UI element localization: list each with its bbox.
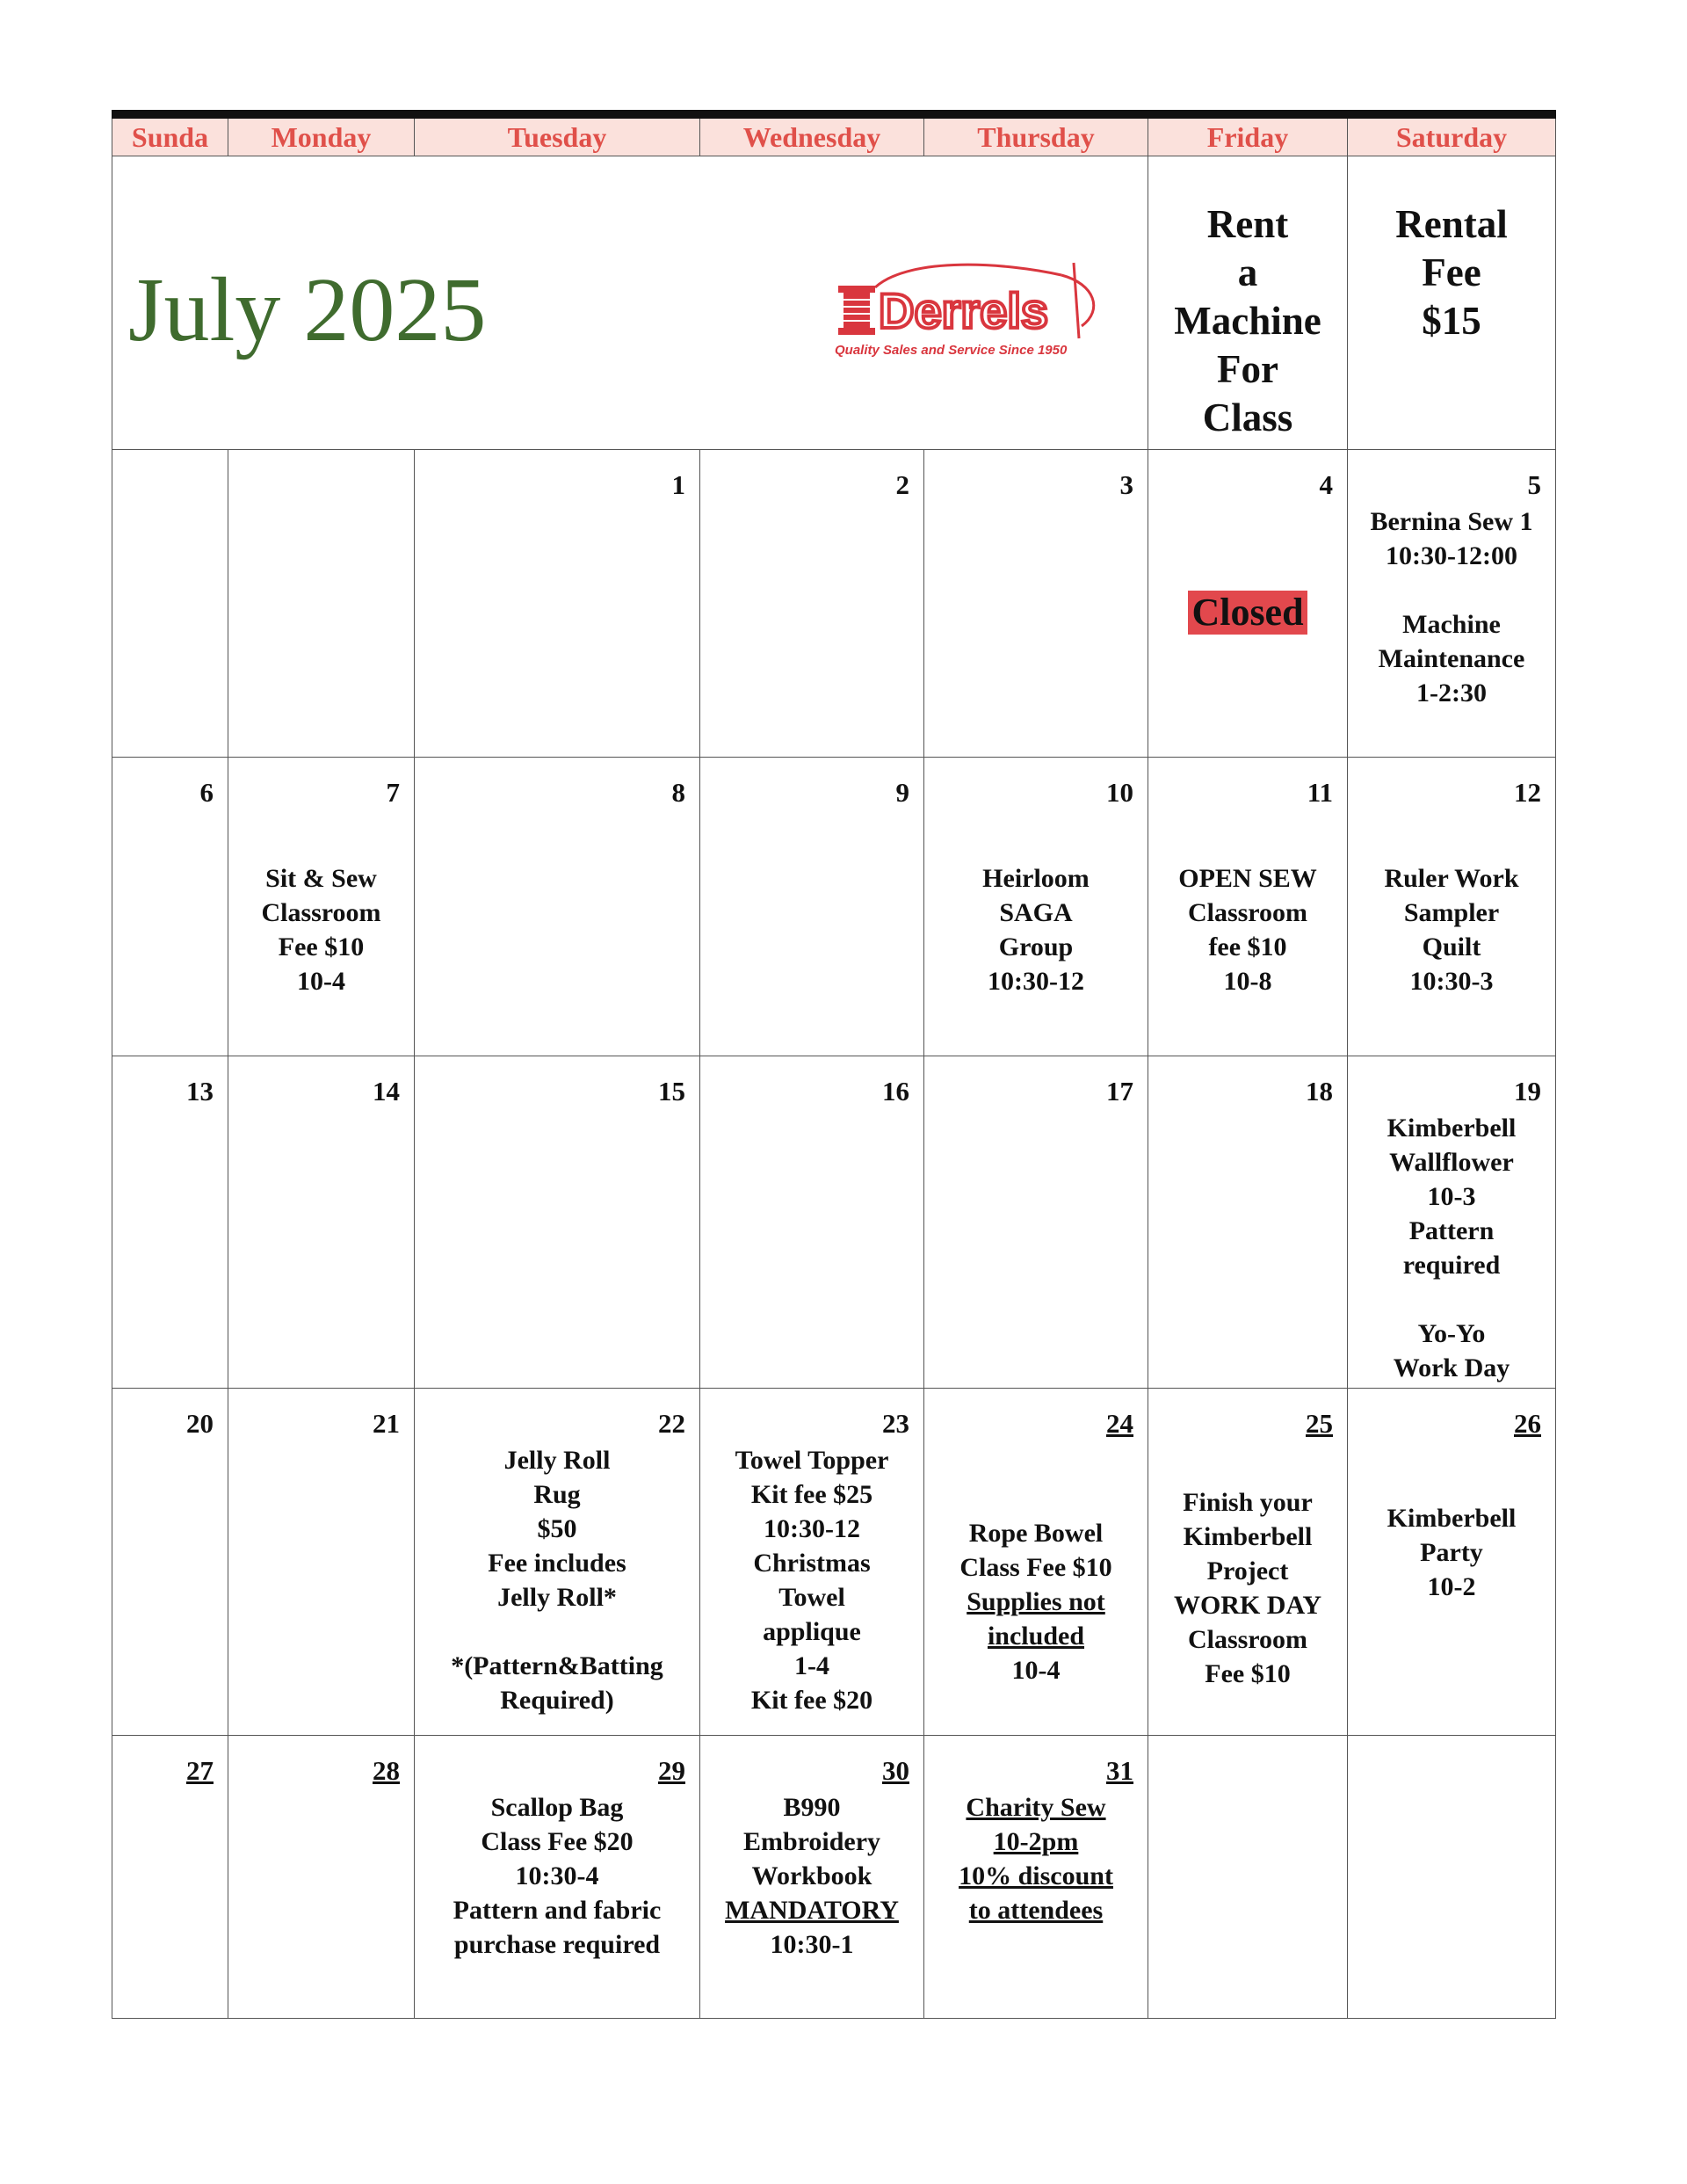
event-line: Christmas — [753, 1549, 871, 1578]
day-number: 27 — [186, 1755, 214, 1786]
day-number: 13 — [186, 1076, 214, 1107]
day-number: 8 — [671, 777, 685, 808]
day-number: 15 — [658, 1076, 685, 1107]
day-cell — [924, 1389, 1148, 1736]
event-line: Yo-Yo — [1417, 1319, 1486, 1348]
day-number: 9 — [895, 777, 909, 808]
day-number: 11 — [1307, 777, 1333, 808]
weekday-header-saturday: Saturday — [1348, 114, 1556, 156]
month-title: July 2025 — [128, 259, 487, 360]
event-line: 10:30-12 — [764, 1514, 860, 1543]
event-line: Wallflower — [1389, 1148, 1514, 1177]
day-number: 20 — [186, 1408, 214, 1439]
day-cell — [415, 1056, 700, 1389]
event-line: required — [1402, 1251, 1501, 1280]
closed-badge-wrap — [1148, 591, 1347, 635]
event-line: Rope Bowel — [968, 1519, 1104, 1548]
event-line: 10-2 — [1427, 1572, 1476, 1601]
event-line: Towel Topper — [735, 1446, 889, 1475]
day-cell — [415, 758, 700, 1056]
event-line: applique — [763, 1617, 861, 1646]
day-cell — [112, 1056, 228, 1389]
event-line: Scallop Bag — [490, 1793, 624, 1822]
day-cell — [1348, 1736, 1556, 2019]
day-cell — [924, 450, 1148, 758]
event-line: included — [987, 1622, 1085, 1651]
event-line: Kimberbell — [1387, 1114, 1517, 1143]
event-line: purchase required — [453, 1930, 661, 1959]
day-cell — [700, 450, 924, 758]
event-text — [1348, 450, 1555, 710]
day-number: 17 — [1106, 1076, 1133, 1107]
event-line: Jelly Roll* — [497, 1583, 617, 1612]
event-line: Work Day — [1393, 1353, 1510, 1382]
event-line: Fee $10 — [1205, 1659, 1291, 1688]
event-line: 1-4 — [794, 1651, 829, 1680]
event-line: Maintenance — [1378, 644, 1525, 673]
day-cell — [415, 1736, 700, 2019]
event-line: Heirloom — [982, 864, 1090, 893]
weekday-header-tuesday: Tuesday — [415, 114, 700, 156]
day-cell — [924, 1736, 1148, 2019]
closed-badge: Closed — [1188, 591, 1307, 635]
day-number: 10 — [1106, 777, 1133, 808]
day-cell — [228, 1736, 415, 2019]
event-line: Ruler Work — [1384, 864, 1519, 893]
event-line: SAGA — [999, 898, 1073, 927]
event-line: 10% discount — [959, 1861, 1113, 1890]
day-cell — [1148, 758, 1348, 1056]
event-text — [415, 1736, 699, 1962]
event-line: Group — [998, 932, 1074, 961]
event-line: Supplies not — [967, 1587, 1105, 1616]
promo-fee-line: Fee — [1422, 250, 1481, 294]
event-line: fee $10 — [1208, 932, 1287, 961]
week-row — [112, 758, 1556, 1056]
day-cell — [1148, 450, 1348, 758]
event-line: Classroom — [1187, 898, 1308, 927]
event-line: Fee $10 — [278, 932, 365, 961]
event-line: 10-4 — [297, 967, 345, 996]
promo-rent-text — [1148, 156, 1347, 442]
event-line: Kit fee $25 — [750, 1480, 873, 1509]
promo-fee-line: Rental — [1395, 202, 1508, 246]
day-cell — [700, 758, 924, 1056]
event-line: Classroom — [1187, 1625, 1308, 1654]
derrels-logo — [831, 258, 1121, 363]
title-row — [112, 156, 1556, 450]
day-number: 25 — [1306, 1408, 1333, 1439]
title-cell — [112, 156, 1148, 450]
week-row — [112, 1389, 1556, 1736]
event-line: B990 — [783, 1793, 841, 1822]
day-number: 28 — [373, 1755, 400, 1786]
event-line: Jelly Roll — [503, 1446, 611, 1475]
event-line: 10:30-12:00 — [1386, 541, 1517, 570]
weekday-header-friday: Friday — [1148, 114, 1348, 156]
calendar-grid — [112, 110, 1556, 2019]
promo-rent-line: For — [1217, 347, 1278, 391]
event-line: Embroidery — [742, 1827, 881, 1856]
event-line: 1-2:30 — [1416, 678, 1487, 707]
event-line: Sit & Sew — [265, 864, 377, 893]
day-cell — [415, 1389, 700, 1736]
event-line: Class Fee $10 — [959, 1553, 1112, 1582]
event-line: 10:30-4 — [515, 1861, 599, 1890]
promo-fee-text — [1348, 156, 1555, 345]
event-line: Fee includes — [488, 1549, 626, 1578]
day-number: 21 — [373, 1408, 400, 1439]
promo-rent-line: Machine — [1174, 299, 1321, 343]
event-line — [1348, 1282, 1555, 1317]
event-text — [415, 1389, 699, 1717]
event-line: Project — [1206, 1556, 1289, 1585]
day-number: 14 — [373, 1076, 400, 1107]
day-cell — [1348, 1389, 1556, 1736]
promo-rent-cell — [1148, 156, 1348, 450]
event-line: Quilt — [1422, 932, 1481, 961]
event-line: Classroom — [261, 898, 381, 927]
logo-brand-text: Derrels — [879, 283, 1049, 338]
day-cell — [924, 1056, 1148, 1389]
day-number: 12 — [1514, 777, 1541, 808]
event-line: Pattern — [1408, 1216, 1495, 1245]
event-line: 10-4 — [1011, 1656, 1061, 1685]
weekday-header-monday: Monday — [228, 114, 415, 156]
event-line: OPEN SEW — [1178, 864, 1317, 893]
day-number: 24 — [1106, 1408, 1133, 1439]
week-row — [112, 450, 1556, 758]
event-line: Kit fee $20 — [750, 1686, 873, 1715]
event-line: 10:30-1 — [770, 1930, 854, 1959]
weekday-header-sunday: Sunda — [112, 114, 228, 156]
event-line: 10-8 — [1223, 967, 1272, 996]
day-cell — [1148, 1389, 1348, 1736]
promo-rent-line: Rent — [1206, 202, 1289, 246]
promo-rent-line: a — [1237, 250, 1258, 294]
day-cell — [700, 1056, 924, 1389]
day-cell — [1348, 758, 1556, 1056]
weekday-header-wednesday: Wednesday — [700, 114, 924, 156]
day-cell — [1348, 450, 1556, 758]
day-cell — [1148, 1056, 1348, 1389]
event-line: 10-2pm — [993, 1827, 1079, 1856]
event-line: Rug — [533, 1480, 581, 1509]
day-cell — [228, 1056, 415, 1389]
day-cell — [228, 1389, 415, 1736]
event-line: *(Pattern&Batting — [451, 1651, 663, 1680]
day-number: 6 — [199, 777, 214, 808]
day-number: 18 — [1306, 1076, 1333, 1107]
event-line: Sampler — [1403, 898, 1500, 927]
day-number: 31 — [1106, 1755, 1133, 1786]
promo-rent-line: Class — [1202, 395, 1293, 439]
event-line: Machine — [1402, 610, 1501, 639]
weekday-header-thursday: Thursday — [924, 114, 1148, 156]
promo-fee-line: $15 — [1422, 299, 1481, 343]
day-number: 1 — [671, 469, 685, 500]
day-cell — [112, 758, 228, 1056]
day-cell — [228, 450, 415, 758]
event-line: 10-3 — [1427, 1182, 1476, 1211]
event-line: Kimberbell — [1387, 1504, 1517, 1533]
day-cell — [112, 1389, 228, 1736]
day-number: 7 — [386, 777, 400, 808]
day-cell — [1348, 1056, 1556, 1389]
week-row — [112, 1736, 1556, 2019]
event-line: Bernina Sew 1 — [1370, 507, 1533, 536]
day-number: 23 — [882, 1408, 909, 1439]
day-cell — [112, 1736, 228, 2019]
day-number: 5 — [1527, 469, 1541, 500]
event-line: Finish your — [1183, 1488, 1313, 1517]
day-number: 29 — [658, 1755, 685, 1786]
day-cell — [228, 758, 415, 1056]
event-line — [1348, 573, 1555, 607]
logo-tagline: Quality Sales and Service Since 1950 — [835, 343, 1068, 358]
day-number: 30 — [882, 1755, 909, 1786]
day-cell — [1148, 1736, 1348, 2019]
day-cell — [700, 1389, 924, 1736]
day-number: 3 — [1119, 469, 1133, 500]
event-line: Charity Sew — [966, 1793, 1106, 1822]
day-number: 4 — [1319, 469, 1333, 500]
event-line: Class Fee $20 — [481, 1827, 634, 1856]
event-line: 10:30-12 — [988, 967, 1084, 996]
promo-fee-cell — [1348, 156, 1556, 450]
weekday-header-row — [112, 114, 1556, 156]
day-number: 2 — [895, 469, 909, 500]
day-cell — [112, 450, 228, 758]
day-cell — [924, 758, 1148, 1056]
week-row — [112, 1056, 1556, 1389]
event-line: Kimberbell — [1183, 1522, 1313, 1551]
event-line: Towel — [778, 1583, 845, 1612]
day-cell — [700, 1736, 924, 2019]
event-line: $50 — [537, 1514, 577, 1543]
event-line: Required) — [500, 1686, 614, 1715]
day-number: 26 — [1514, 1408, 1541, 1439]
day-number: 22 — [658, 1408, 685, 1439]
event-line: to attendees — [968, 1896, 1104, 1925]
day-number: 19 — [1514, 1076, 1541, 1107]
event-line: MANDATORY — [725, 1896, 899, 1925]
event-line: Party — [1420, 1538, 1483, 1567]
day-cell — [415, 450, 700, 758]
day-number: 16 — [882, 1076, 909, 1107]
event-line: Pattern and fabric — [453, 1896, 662, 1925]
event-line — [415, 1614, 699, 1649]
event-line: 10:30-3 — [1409, 967, 1494, 996]
derrels-logo-graphic — [831, 258, 1121, 363]
event-line: WORK DAY — [1173, 1591, 1322, 1620]
event-line: Workbook — [751, 1861, 872, 1890]
